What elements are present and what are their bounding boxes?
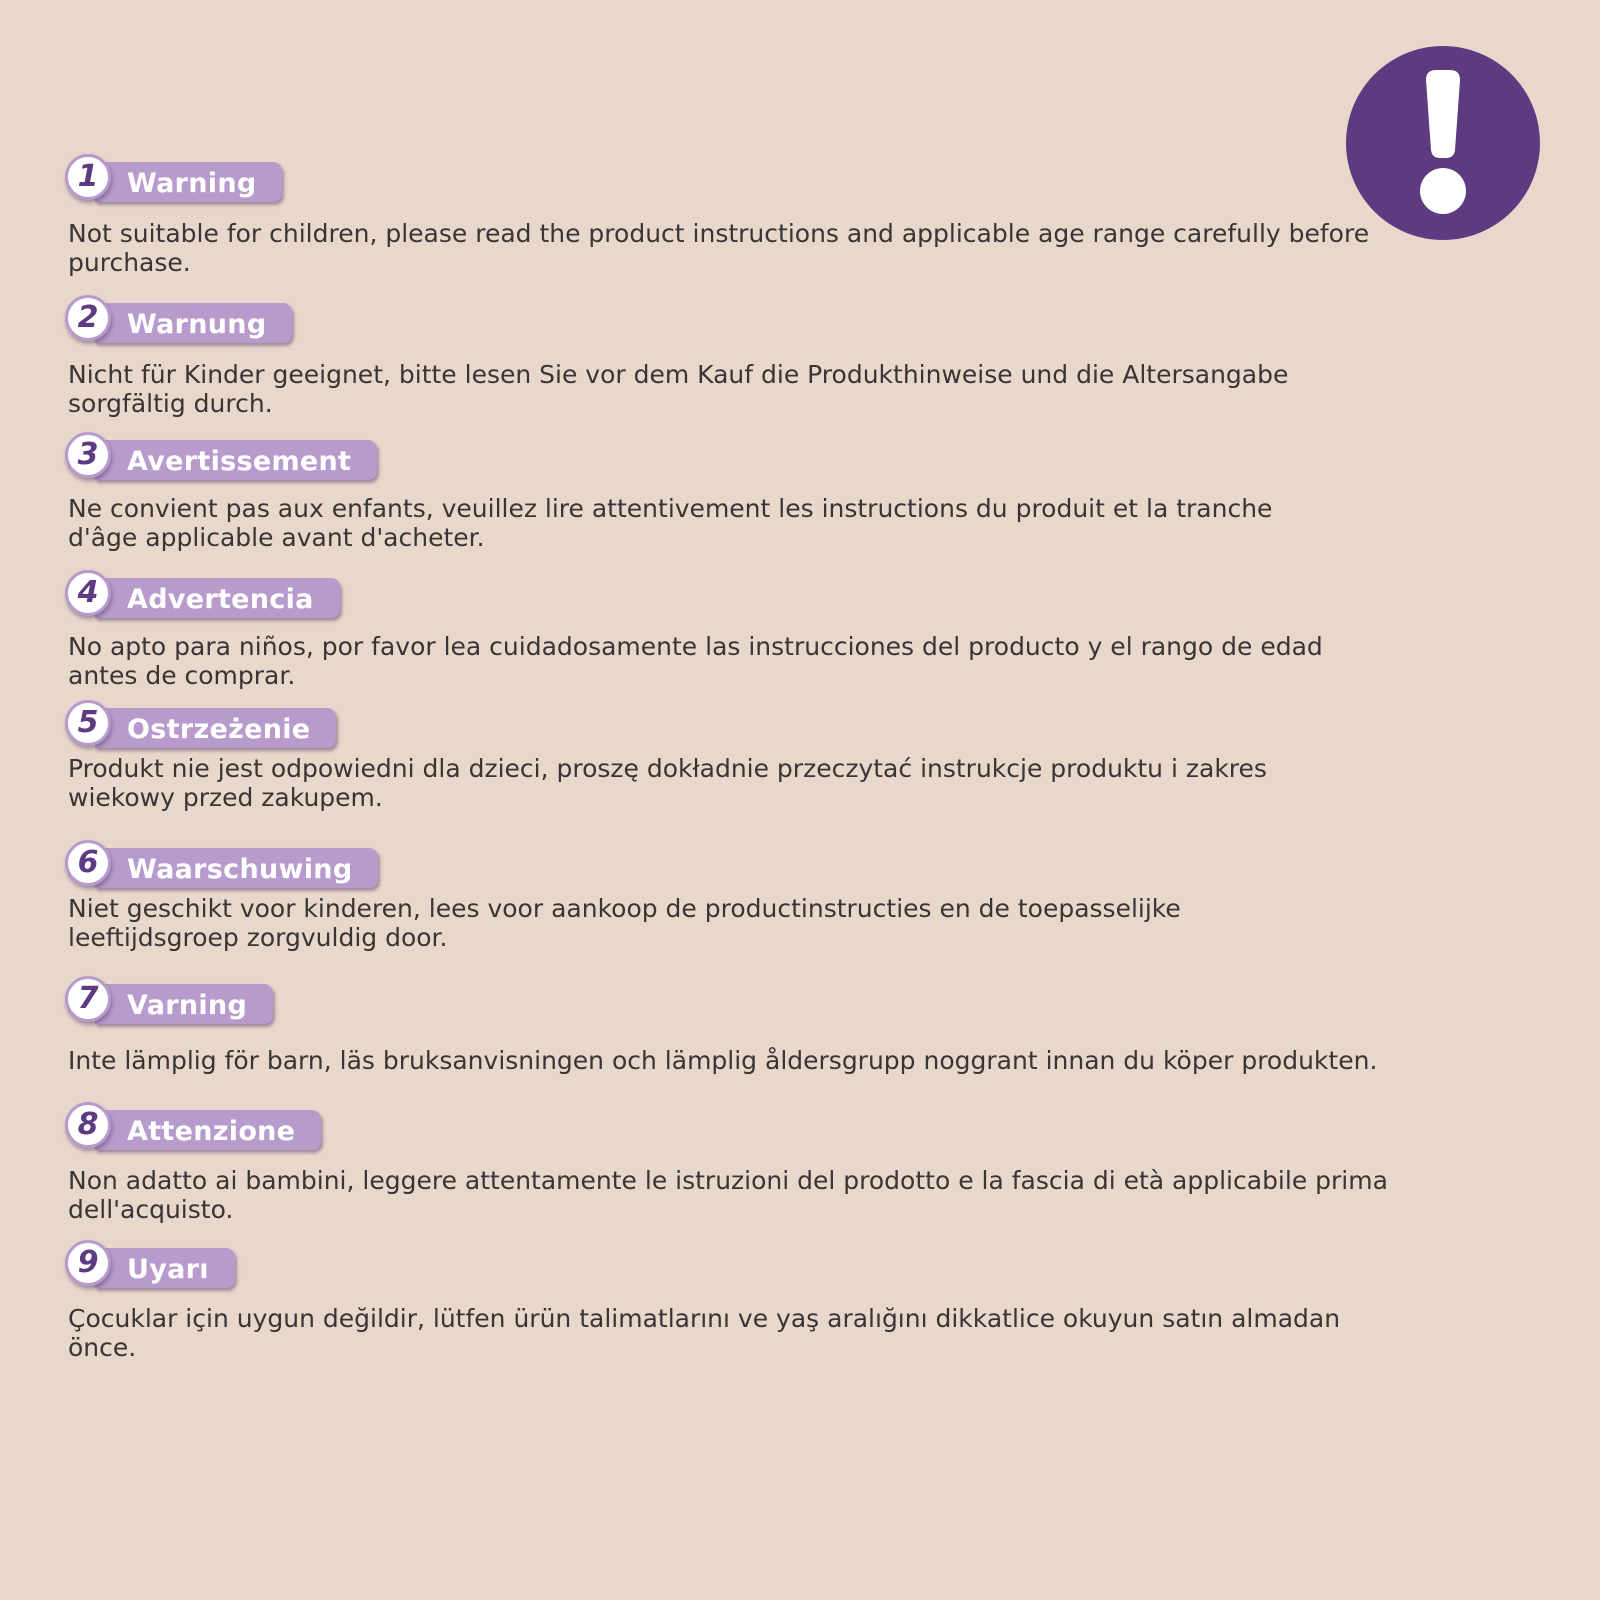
- warning-text: Produkt nie jest odpowiedni dla dzieci, proszę dokładnie przeczytać instrukcje produktu i zakres wiekowy przed zakupem.: [68, 754, 1267, 812]
- warning-label: Varning: [127, 989, 248, 1021]
- warning-text: Non adatto ai bambini, leggere attentamente le istruzioni del prodotto e la fascia di età applicabile prima dell'acquisto.: [68, 1166, 1388, 1224]
- label-bar: [95, 708, 336, 748]
- warning-number: 9: [77, 1245, 99, 1280]
- warning-tag: [65, 700, 1395, 750]
- warning-label: Attenzione: [127, 1115, 296, 1147]
- warning-label: Uyarı: [127, 1253, 209, 1285]
- warning-number: 1: [77, 159, 99, 194]
- warning-item-2: [65, 295, 1395, 418]
- warning-tag: [65, 976, 1395, 1026]
- label-bar: [95, 578, 340, 618]
- label-bar: [95, 984, 273, 1024]
- number-badge: [65, 295, 111, 341]
- warning-tag: [65, 1240, 1395, 1290]
- warning-label: Advertencia: [127, 583, 314, 615]
- warning-item-7: [65, 976, 1395, 1075]
- warning-label: Waarschuwing: [127, 853, 353, 885]
- warning-label: Warning: [127, 167, 257, 199]
- warning-tag: [65, 840, 1395, 890]
- number-badge: [65, 840, 111, 886]
- number-badge: [65, 154, 111, 200]
- warning-item-5: [65, 700, 1395, 812]
- warning-number: 7: [77, 981, 99, 1016]
- warning-item-3: [65, 432, 1395, 552]
- warning-tag: [65, 295, 1395, 345]
- warning-item-4: [65, 570, 1395, 690]
- number-badge: [65, 976, 111, 1022]
- warning-item-1: [65, 154, 1395, 277]
- warning-label: Avertissement: [127, 445, 352, 477]
- number-badge: [65, 700, 111, 746]
- warning-number: 6: [77, 845, 99, 880]
- number-badge: [65, 1240, 111, 1286]
- warning-label: Ostrzeżenie: [127, 713, 311, 745]
- warning-item-6: [65, 840, 1395, 952]
- warning-text: Inte lämplig för barn, läs bruksanvisningen och lämplig åldersgrupp noggrant innan du köper produkten.: [68, 1046, 1378, 1075]
- number-badge: [65, 432, 111, 478]
- label-bar: [95, 1248, 235, 1288]
- warning-number: 4: [77, 575, 99, 610]
- warning-number: 5: [77, 705, 99, 740]
- label-bar: [95, 848, 378, 888]
- warning-text: Nicht für Kinder geeignet, bitte lesen Sie vor dem Kauf die Produkthinweise und die Altersangabe sorgfältig durch.: [68, 360, 1289, 418]
- warning-tag: [65, 432, 1395, 482]
- label-bar: [95, 162, 282, 202]
- warning-tag: [65, 1102, 1395, 1152]
- number-badge: [65, 1102, 111, 1148]
- label-bar: [95, 440, 377, 480]
- warning-text: Ne convient pas aux enfants, veuillez lire attentivement les instructions du produit et la tranche d'âge applicable avant d'acheter.: [68, 494, 1273, 552]
- warning-tag: [65, 154, 1395, 204]
- warning-number: 3: [77, 437, 99, 472]
- warning-item-9: [65, 1240, 1395, 1362]
- warning-text: Niet geschikt voor kinderen, lees voor aankoop de productinstructies en de toepasselijke leeftijdsgroep zorgvuldig door.: [68, 894, 1181, 952]
- number-badge: [65, 570, 111, 616]
- warning-text: Çocuklar için uygun değildir, lütfen ürün talimatlarını ve yaş aralığını dikkatlice okuyun satın almadan önce.: [68, 1304, 1341, 1362]
- warning-tag: [65, 570, 1395, 620]
- warning-number: 8: [77, 1107, 99, 1142]
- label-bar: [95, 303, 292, 343]
- warning-item-8: [65, 1102, 1395, 1224]
- warning-number: 2: [77, 300, 99, 335]
- warning-text: No apto para niños, por favor lea cuidadosamente las instrucciones del producto y el rango de edad antes de comprar.: [68, 632, 1323, 690]
- warning-text: Not suitable for children, please read the product instructions and applicable age range carefully before purchase.: [68, 219, 1370, 277]
- warning-label: Warnung: [127, 308, 267, 340]
- label-bar: [95, 1110, 321, 1150]
